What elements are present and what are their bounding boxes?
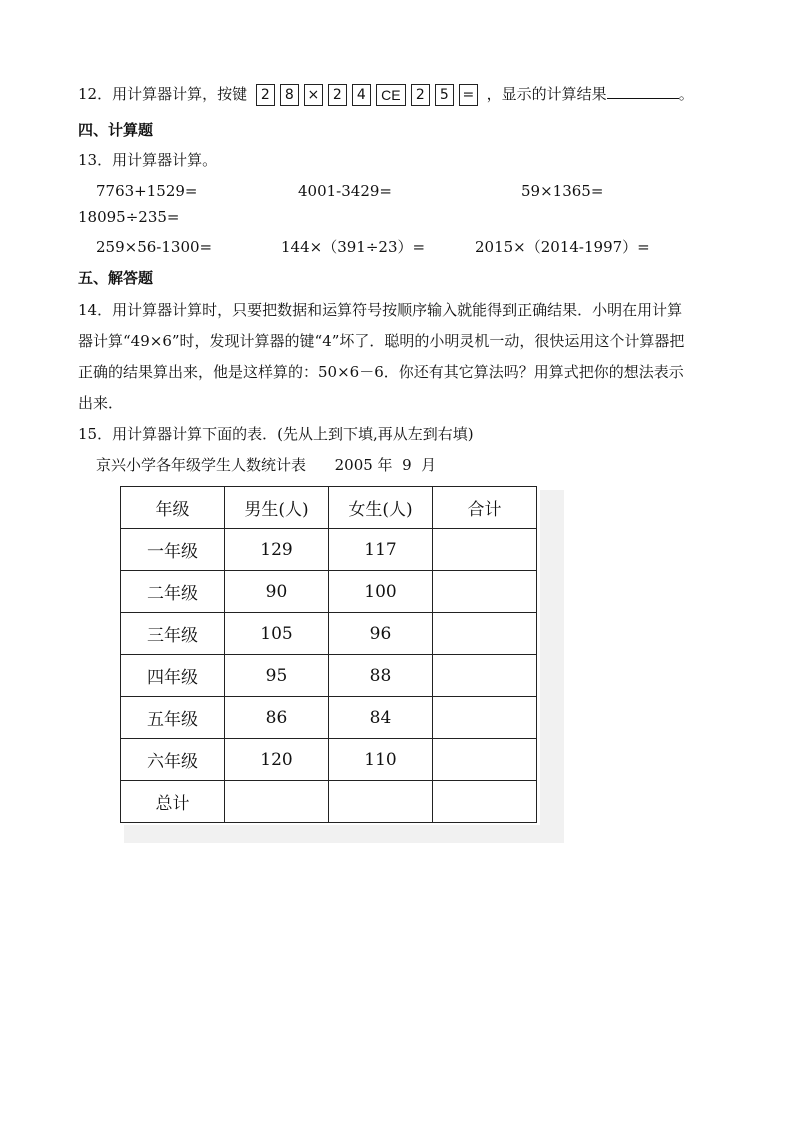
calculator-key: 2 bbox=[328, 84, 347, 106]
question-12-end: 。 bbox=[678, 85, 694, 103]
girls-cell: 117 bbox=[329, 529, 433, 571]
question-12-suffix: ，显示的计算结果 bbox=[486, 85, 607, 103]
expression: 7763+1529= bbox=[96, 182, 198, 200]
question-14-line: 正确的结果算出来，他是这样算的：50×6－6．你还有其它算法吗？用算式把你的想法表示 bbox=[78, 363, 684, 381]
grade-cell: 总计 bbox=[121, 781, 225, 823]
question-12 bbox=[78, 84, 694, 106]
calculator-key: 2 bbox=[256, 84, 275, 106]
girls-cell: 96 bbox=[329, 613, 433, 655]
header-cell: 年级 bbox=[121, 487, 225, 529]
question-12-number: 12． bbox=[78, 85, 113, 103]
question-14-line: 14．用计算器计算时，只要把数据和运算符号按顺序输入就能得到正确结果．小明在用计算 bbox=[78, 301, 683, 319]
total-cell bbox=[433, 655, 537, 697]
total-cell bbox=[433, 571, 537, 613]
boys-cell: 105 bbox=[225, 613, 329, 655]
table-row bbox=[121, 739, 537, 781]
calculator-key: 4 bbox=[352, 84, 371, 106]
question-13-stem: 13．用计算器计算。 bbox=[78, 151, 218, 169]
table-row bbox=[121, 697, 537, 739]
girls-cell: 110 bbox=[329, 739, 433, 781]
student-count-table bbox=[120, 486, 537, 823]
total-cell bbox=[433, 613, 537, 655]
table-shadow bbox=[124, 825, 564, 843]
boys-cell: 95 bbox=[225, 655, 329, 697]
girls-cell: 84 bbox=[329, 697, 433, 739]
question-14 bbox=[78, 295, 718, 419]
calculator-key-clear-entry: CE bbox=[376, 84, 406, 106]
question-12-prefix: 用计算器计算，按键 bbox=[112, 85, 248, 103]
grade-cell: 二年级 bbox=[121, 571, 225, 613]
table-shadow bbox=[540, 490, 564, 842]
expression: 2015×（2014-1997）= bbox=[475, 238, 650, 256]
table-row bbox=[121, 655, 537, 697]
table-row bbox=[121, 613, 537, 655]
girls-cell: 100 bbox=[329, 571, 433, 613]
grade-cell: 三年级 bbox=[121, 613, 225, 655]
boys-cell bbox=[225, 781, 329, 823]
answer-blank bbox=[607, 84, 679, 99]
grade-cell: 四年级 bbox=[121, 655, 225, 697]
header-cell: 男生(人) bbox=[225, 487, 329, 529]
calculator-key: 8 bbox=[280, 84, 299, 106]
girls-cell bbox=[329, 781, 433, 823]
calculator-key-equals: = bbox=[459, 84, 478, 106]
expression: 259×56-1300= bbox=[96, 238, 213, 256]
boys-cell: 120 bbox=[225, 739, 329, 781]
section-5-title: 五、解答题 bbox=[78, 269, 154, 287]
calculator-key: 2 bbox=[411, 84, 430, 106]
expression: 144×（391÷23）= bbox=[281, 238, 426, 256]
table-row bbox=[121, 781, 537, 823]
question-14-line: 器计算“49×6”时，发现计算器的键“4”坏了．聪明的小明灵机一动，很快运用这个计算器把 bbox=[78, 332, 685, 350]
table-caption: 京兴小学各年级学生人数统计表 2005 年 9 月 bbox=[96, 456, 437, 474]
expression: 59×1365= bbox=[521, 182, 604, 200]
total-cell bbox=[433, 739, 537, 781]
grade-cell: 五年级 bbox=[121, 697, 225, 739]
table-header-row bbox=[121, 487, 537, 529]
grade-cell: 六年级 bbox=[121, 739, 225, 781]
section-4-title: 四、计算题 bbox=[78, 121, 154, 139]
calculator-key-sequence bbox=[256, 84, 478, 106]
total-cell bbox=[433, 529, 537, 571]
calculator-key: 5 bbox=[435, 84, 454, 106]
expression: 18095÷235= bbox=[78, 208, 180, 226]
question-14-line: 出来． bbox=[78, 394, 124, 412]
expression: 4001-3429= bbox=[298, 182, 392, 200]
calculator-key: × bbox=[304, 84, 323, 106]
boys-cell: 129 bbox=[225, 529, 329, 571]
header-cell: 合计 bbox=[433, 487, 537, 529]
table-row bbox=[121, 529, 537, 571]
question-15-stem: 15．用计算器计算下面的表．(先从上到下填,再从左到右填) bbox=[78, 425, 474, 443]
grade-cell: 一年级 bbox=[121, 529, 225, 571]
boys-cell: 90 bbox=[225, 571, 329, 613]
boys-cell: 86 bbox=[225, 697, 329, 739]
total-cell bbox=[433, 781, 537, 823]
table-row bbox=[121, 571, 537, 613]
total-cell bbox=[433, 697, 537, 739]
girls-cell: 88 bbox=[329, 655, 433, 697]
header-cell: 女生(人) bbox=[329, 487, 433, 529]
